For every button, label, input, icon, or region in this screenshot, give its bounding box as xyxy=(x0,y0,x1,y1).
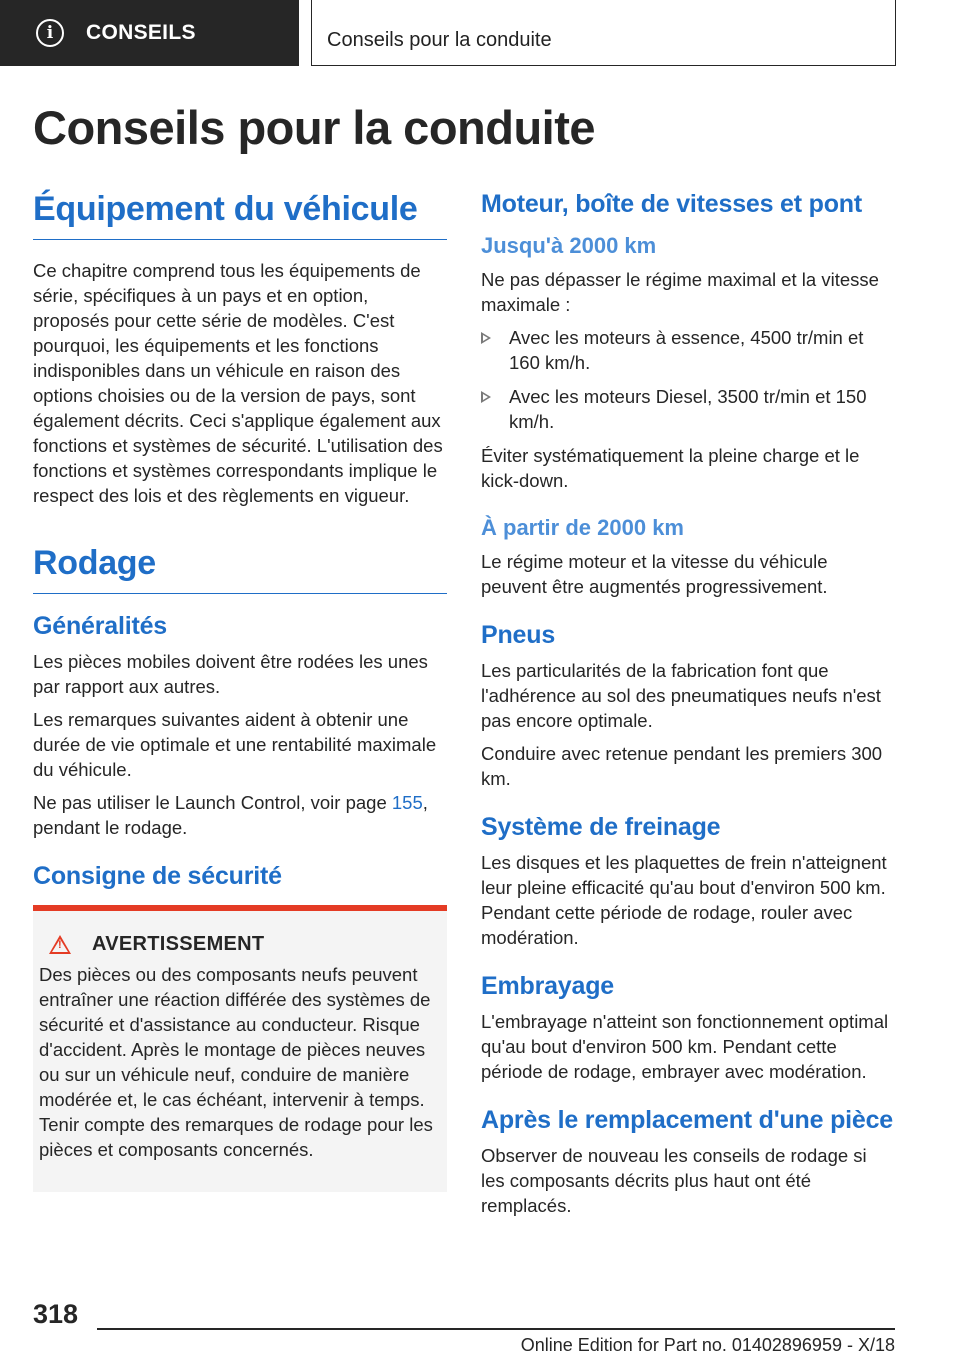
heading-apartir: À partir de 2000 km xyxy=(481,515,684,540)
right-column xyxy=(481,190,895,1226)
header-chapter: Conseils pour la conduite xyxy=(311,0,896,66)
paragraph-jusqua: Ne pas dépasser le régime maximal et la vitesse maximale : xyxy=(481,269,879,315)
paragraph-eviter: Éviter systématiquement la pleine charge et le kick-down. xyxy=(481,445,860,491)
info-icon: i xyxy=(36,19,64,47)
heading-embrayage: Embrayage xyxy=(481,972,614,1000)
footer-divider xyxy=(97,1328,895,1330)
paragraph-remplacement: Observer de nouveau les conseils de rodage si les composants décrits plus haut ont été remplacés. xyxy=(481,1145,867,1216)
heading-generalites: Généralités xyxy=(33,612,167,640)
header-section-label: CONSEILS xyxy=(86,21,196,44)
heading-equipement: Équipement du véhicule xyxy=(33,190,447,240)
paragraph-generalites-3: Ne pas utiliser le Launch Control, voir page 155, pendant le rodage. xyxy=(33,792,428,838)
warning-title: AVERTISSEMENT xyxy=(92,933,265,955)
warning-triangle-icon xyxy=(49,935,71,954)
heading-pneus: Pneus xyxy=(481,621,556,649)
paragraph-freinage: Les disques et les plaquettes de frein n'atteignent leur pleine efficacité qu'au bout d'environ 500 km. Pendant cette période de rodage, rouler avec modération. xyxy=(481,852,887,948)
heading-freinage: Système de freinage xyxy=(481,813,721,841)
bullet-list xyxy=(481,325,895,434)
page-title: Conseils pour la conduite xyxy=(33,101,596,154)
paragraph-equipement: Ce chapitre comprend tous les équipements de série, spécifiques à un pays et en option, proposés pour cette série de modèles. C'est pourquoi, les équipements et les fonctions indisponibles dans un véhicule en raison des options choisies ou de la version de pays, sont également décrits. Ceci s'applique également aux fonctions et systèmes de sécurité. L'utilisation des fonctions et systèmes correspondants implique le respect des lois et des règlements en vigueur. xyxy=(33,260,443,506)
paragraph-embrayage: L'embrayage n'atteint son fonctionnement optimal qu'au bout d'environ 500 km. Pendant cette période de rodage, embrayer avec modération. xyxy=(481,1011,889,1082)
footer-edition: Online Edition for Part no. 01402896959 - X/18 xyxy=(520,1335,895,1355)
list-item: Avec les moteurs Diesel, 3500 tr/min et 150 km/h. xyxy=(481,384,895,434)
triangle-bullet-icon xyxy=(481,332,491,344)
page-link-155[interactable]: 155 xyxy=(391,792,423,813)
warning-box xyxy=(33,905,447,1192)
paragraph-pneus-2: Conduire avec retenue pendant les premiers 300 km. xyxy=(481,743,883,789)
warning-text: Des pièces ou des composants neufs peuvent entraîner une réaction différée des systèmes de sécurité et d'assistance au conducteur. Risque d'accident. Après le montage de pièces neuves ou sur un véhicule neuf, conduire de manière modérée et, le cas échéant, intervenir à temps. Tenir compte des remarques de rodage pour les pièces et composants concernés. xyxy=(39,964,433,1160)
paragraph-apartir: Le régime moteur et la vitesse du véhicule peuvent être augmentés progressivement. xyxy=(481,551,828,597)
heading-moteur: Moteur, boîte de vitesses et pont xyxy=(481,190,862,218)
list-item: Avec les moteurs à essence, 4500 tr/min et 160 km/h. xyxy=(481,325,895,375)
heading-remplacement: Après le remplacement d'une pièce xyxy=(481,1106,894,1134)
paragraph-generalites-2: Les remarques suivantes aident à obtenir une durée de vie optimale et une rentabilité maximale du véhicule. xyxy=(33,709,437,780)
paragraph-pneus-1: Les particularités de la fabrication font que l'adhérence au sol des pneumatiques neufs n'est pas encore optimale. xyxy=(481,660,881,731)
page-number: 318 xyxy=(33,1299,79,1329)
header-section-tab xyxy=(0,0,299,66)
heading-rodage: Rodage xyxy=(33,544,447,594)
heading-jusqua: Jusqu'à 2000 km xyxy=(481,233,657,258)
paragraph-generalites-1: Les pièces mobiles doivent être rodées les unes par rapport aux autres. xyxy=(33,651,428,697)
triangle-bullet-icon xyxy=(481,391,491,403)
heading-consigne: Consigne de sécurité xyxy=(33,862,282,890)
left-column xyxy=(33,190,447,1192)
